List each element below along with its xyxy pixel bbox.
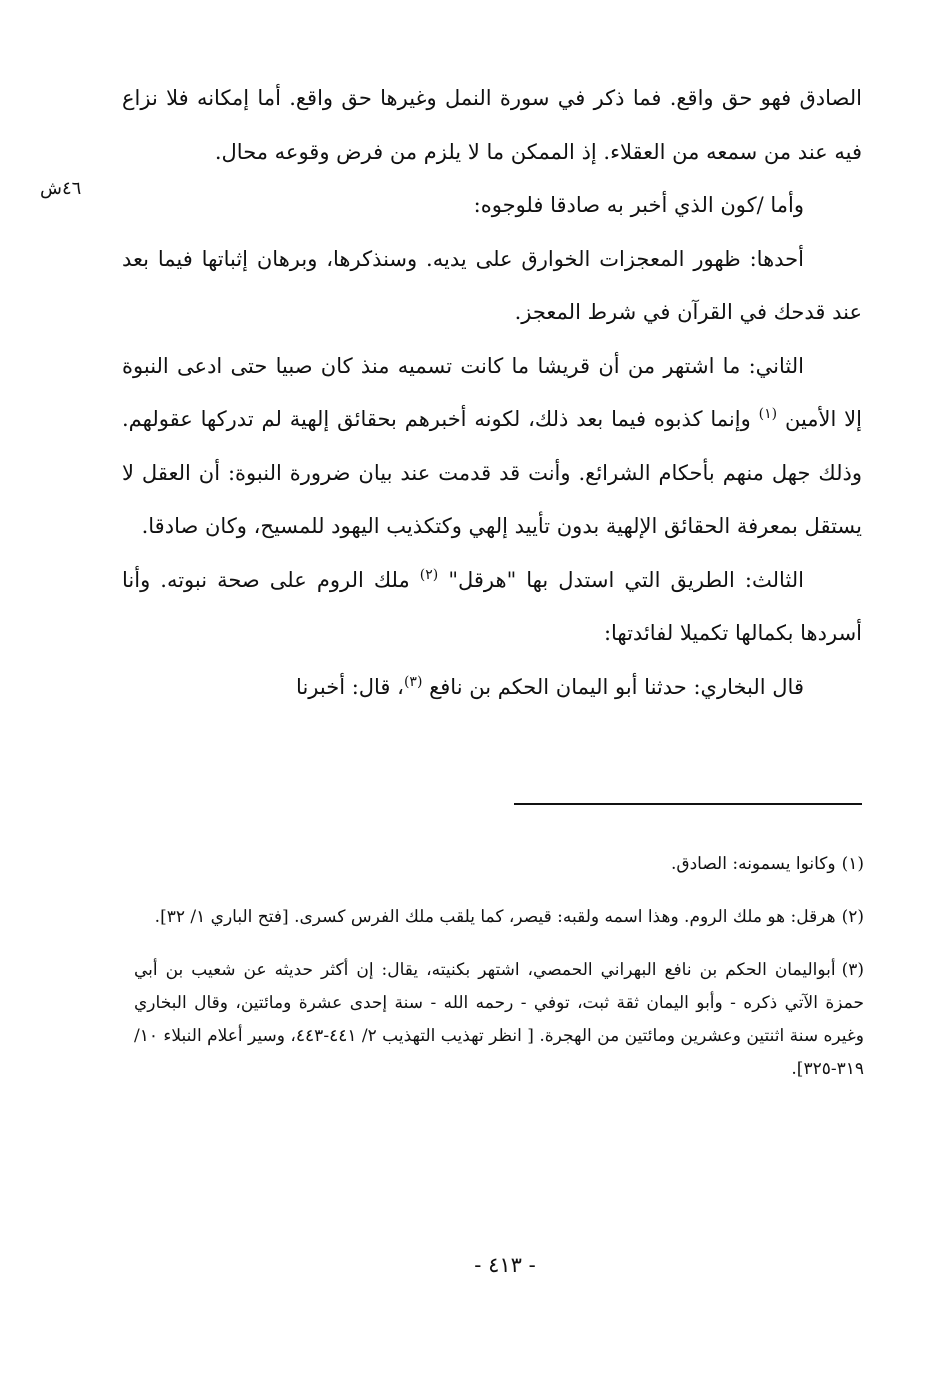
- page-number: - ٤١٣ -: [474, 1253, 536, 1277]
- paragraph-first-reason: أحدها: ظهور المعجزات الخوارق على يديه. وسنذكرها، وبرهان إثباتها فيما بعد عند قدحك في القرآن في شرط المعجز.: [122, 246, 862, 324]
- paragraph-bukhari-text-b: ، قال: أخبرنا: [296, 674, 404, 699]
- paragraph-continuation: الصادق فهو حق واقع. فما ذكر في سورة النمل وغيرها حق واقع. أما إمكانه فلا نزاع فيه عند من سمعه من العقلاء. إذ الممكن ما لا يلزم من فرض وقوعه محال.: [122, 86, 862, 164]
- paragraph-intro-reasons: وأما /كون الذي أخبر به صادقا فلوجوه:: [473, 193, 804, 217]
- footnote-text: وكانوا يسمونه: الصادق.: [670, 854, 836, 874]
- footnote-text: هرقل: هو ملك الروم. وهذا اسمه ولقبه: قيصر، كما يلقب ملك الفرس كسرى. [فتح الباري ١/ ٣٢].: [154, 907, 836, 927]
- footnotes-section: [134, 848, 864, 1106]
- footnote-ref-3[interactable]: (٣): [403, 673, 423, 690]
- footnote-separator-line: [514, 803, 862, 805]
- paragraph-third-reason: [122, 554, 862, 661]
- footnote-1: [134, 848, 864, 881]
- paragraph-third-text-a: الثالث: الطريق التي استدل بها "هرقل": [448, 567, 804, 592]
- paragraph-bukhari-narration: [122, 661, 862, 715]
- footnote-number: (١): [841, 854, 864, 874]
- footnote-number: (٢): [841, 907, 864, 927]
- main-text-body: [122, 72, 862, 714]
- footnote-ref-1[interactable]: (١): [758, 406, 778, 422]
- footnote-text: أبواليمان الحكم بن نافع البهراني الحمصي، اشتهر بكنيته، يقال: إن أكثر حديثه عن شعيب بن أبي حمزة الآتي ذكره - وأبو اليمان ثقة ثبت، توفي - رحمه الله - سنة إحدى عشرة ومائتين، وقال البخاري وغيره سنة اثنتين وعشرين ومائتين من الهجرة. [ انظر تهذيب التهذيب ٢/ ٤٤١-٤٤٣، وسير أعلام النبلاء ١٠/ ٣١٩-٣٢٥].: [134, 960, 864, 1079]
- paragraph-second-text-a: الثاني: ما اشتهر من أن قريشا ما كانت تسميه منذ كان صبيا حتى ادعى النبوة إلا الأمين: [122, 353, 862, 431]
- paragraph-second-reason: [122, 340, 862, 554]
- margin-manuscript-note: ٤٦ش: [40, 178, 82, 199]
- footnote-number: (٣): [841, 960, 865, 980]
- footnote-2: [134, 901, 864, 934]
- paragraph-second-text-b: وإنما كذبوه فيما بعد ذلك، لكونه أخبرهم بحقائق إلهية لم تدركها عقولهم. وذلك جهل منهم بأحكام الشرائع. وأنت قد قدمت عند بيان ضرورة النبوة: أن العقل لا يستقل بمعرفة الحقائق الإلهية بدون تأييد إلهي وكتكذيب اليهود للمسيح، وكان صادقا.: [122, 407, 862, 538]
- paragraph-bukhari-text-a: قال البخاري: حدثنا أبو اليمان الحكم بن نافع: [429, 674, 804, 699]
- footnote-3: [134, 954, 864, 1086]
- paragraph-third-text-b: ملك الروم على صحة نبوته. وأنا أسردها بكمالها تكميلا لفائدتها:: [122, 567, 862, 645]
- footnote-ref-2[interactable]: (٢): [419, 566, 439, 583]
